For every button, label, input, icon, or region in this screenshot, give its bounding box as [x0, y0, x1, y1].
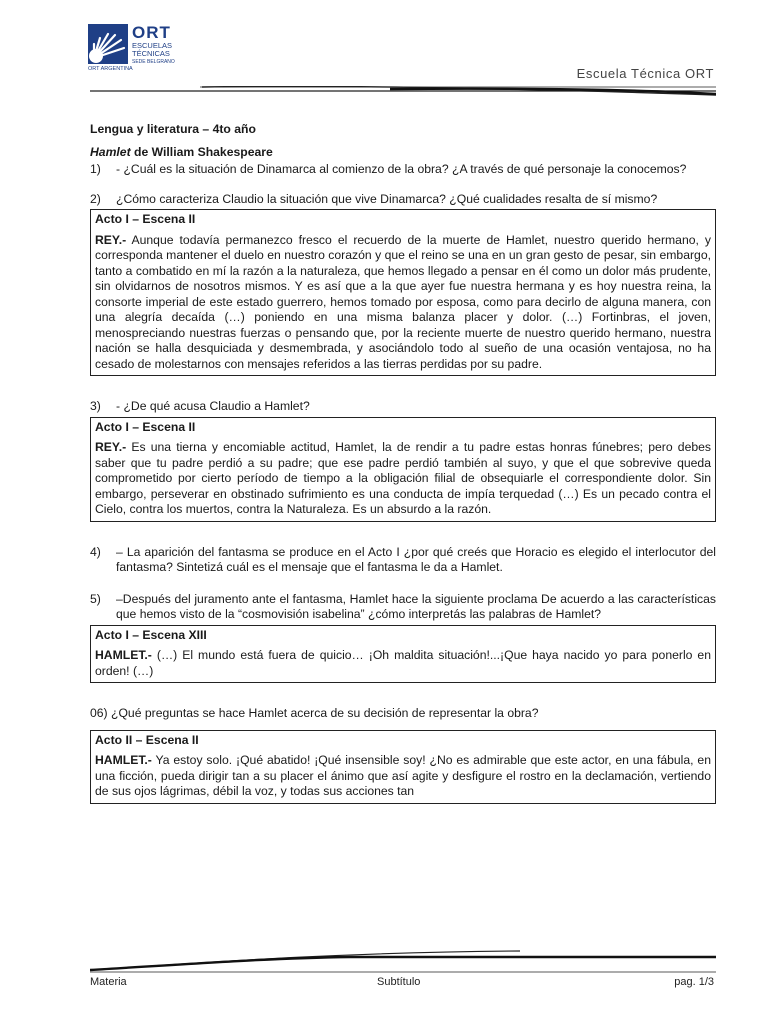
logo-bottom-text: ORT ARGENTINA — [88, 66, 133, 72]
question-text: - ¿De qué acusa Claudio a Hamlet? — [116, 399, 310, 413]
question-text: –Después del juramento ante el fantasma, Hamlet hace la siguiente proclama De acuerdo a las características que hemos visto de la “cosmovisión isabelina” ¿cómo interpretás las palabras de Hamlet? — [116, 591, 716, 621]
document-content — [90, 122, 716, 804]
question-3 — [90, 399, 716, 415]
footer-subtitle: Subtítulo — [377, 976, 421, 988]
question-5 — [90, 592, 716, 623]
logo-line2: TÉCNICAS — [132, 49, 170, 58]
logo-line1: ESCUELAS — [132, 41, 173, 50]
quote-text — [95, 648, 711, 679]
logo-line3: SEDE BELGRANO — [132, 59, 175, 65]
question-number: 2) — [90, 191, 101, 206]
quote-box-3 — [90, 625, 716, 684]
question-number: 4) — [90, 544, 101, 559]
question-6: 06) ¿Qué preguntas se hace Hamlet acerca de su decisión de representar la obra? — [90, 706, 539, 720]
header-divider — [90, 86, 716, 98]
quote-title: Acto I – Escena II — [95, 212, 196, 226]
work-title — [90, 145, 716, 161]
quote-speaker: HAMLET.- — [95, 648, 152, 662]
footer-divider — [90, 948, 716, 974]
question-2 — [90, 192, 716, 208]
work-title-rest: de William Shakespeare — [130, 144, 273, 159]
quote-speaker: REY.- — [95, 232, 127, 247]
quote-text — [95, 753, 711, 800]
quote-body: (…) El mundo está fuera de quicio… ¡Oh maldita situación!...¡Que haya nacido yo para ponerlo en orden! (…) — [95, 648, 711, 678]
quote-speaker: REY.- — [95, 440, 127, 454]
question-1 — [90, 162, 716, 178]
quote-box-4 — [90, 730, 716, 804]
question-4 — [90, 545, 716, 576]
ort-sun-logo-icon — [88, 24, 128, 64]
question-text: – La aparición del fantasma se produce en el Acto I ¿por qué creés que Horacio es elegido el interlocutor del fantasma? Sintetizá cuál es el mensaje que el fantasma le da a Hamlet. — [116, 544, 716, 574]
quote-body: Ya estoy solo. ¡Qué abatido! ¡Qué insensible soy! ¿No es admirable que este actor, en una fábula, en una ficción, pueda dirigir tan a su placer el ánimo que así agite y desfigure el rostro en la declamación, vertiendo de sus ojos lágrimas, débil la voz, y todas sus acciones tan — [95, 753, 711, 798]
logo-subtitle — [132, 42, 182, 66]
logo-brand: ORT — [132, 23, 171, 42]
footer-subject: Materia — [90, 976, 127, 988]
question-number: 1) — [90, 162, 101, 176]
question-text: ¿Cómo caracteriza Claudio la situación que vive Dinamarca? ¿Qué cualidades resalta de sí mismo? — [116, 191, 658, 206]
work-title-italic: Hamlet — [90, 144, 131, 159]
quote-speaker: HAMLET.- — [95, 753, 152, 767]
quote-text — [95, 233, 711, 373]
question-number: 3) — [90, 399, 101, 413]
school-name: Escuela Técnica ORT — [576, 66, 714, 81]
quote-body: Aunque todavía permanezco fresco el recuerdo de la muerte de Hamlet, nuestro querido hermano, y corresponda mantener el duelo en nuestro corazón y que el reino se una en un gran gesto de pesar, sin embargo, tanto a combatido en mí la razón a la naturaleza, que hemos llegado a pensar en él como un dolor más prudente, sin olvidarnos de nosotros mismos. Y es así que a la que ayer fue nuestra hermana y es hoy nuestra reina, la consorte imperial de este estado guerrero, hemos tomado por esposa, como para decirlo de alguna manera, con una alegría decaída (…) poniendo en una misma balanza placer y dolor. (…) Fortinbras, el joven, menospreciando nuestras fuerzas o pensando que, por la reciente muerte de nuestro querido hermano, nuestra nación se halla desquiciada y desmembrada, y asociándolo todo al sueño de una ocasión ventajosa, no ha cesado de molestarnos con mensajes referidos a las tierras perdidas por su padre. — [95, 232, 711, 371]
quote-box-1 — [90, 209, 716, 376]
question-text: - ¿Cuál es la situación de Dinamarca al comienzo de la obra? ¿A través de qué personaje la conocemos? — [116, 162, 687, 176]
quote-title: Acto I – Escena II — [95, 419, 196, 434]
quote-body: Es una tierna y encomiable actitud, Hamlet, la de rendir a tu padre estas honras fúnebres; pero debes saber que tu padre perdió a su padre; que ese padre perdió también al suyo, y que el que sobrevive queda comprometido por cierto período de tiempo a la obligación filial de obsequiarle el correspondiente dolor. Sin embargo, perseverar en obstinado sufrimiento es una conducta de impía terquedad (…) Es un pecado contra el Cielo, contra los muertos, contra la Naturaleza. Es un absurdo a la razón. — [95, 440, 711, 516]
subject-heading: Lengua y literatura – 4to año — [90, 122, 256, 136]
footer-page-number: pag. 1/3 — [674, 976, 714, 988]
quote-title: Acto I – Escena XIII — [95, 627, 207, 642]
quote-title: Acto II – Escena II — [95, 732, 199, 747]
quote-box-2 — [90, 417, 716, 522]
ort-logo — [88, 24, 180, 74]
quote-text — [95, 440, 711, 518]
question-number: 5) — [90, 591, 101, 606]
